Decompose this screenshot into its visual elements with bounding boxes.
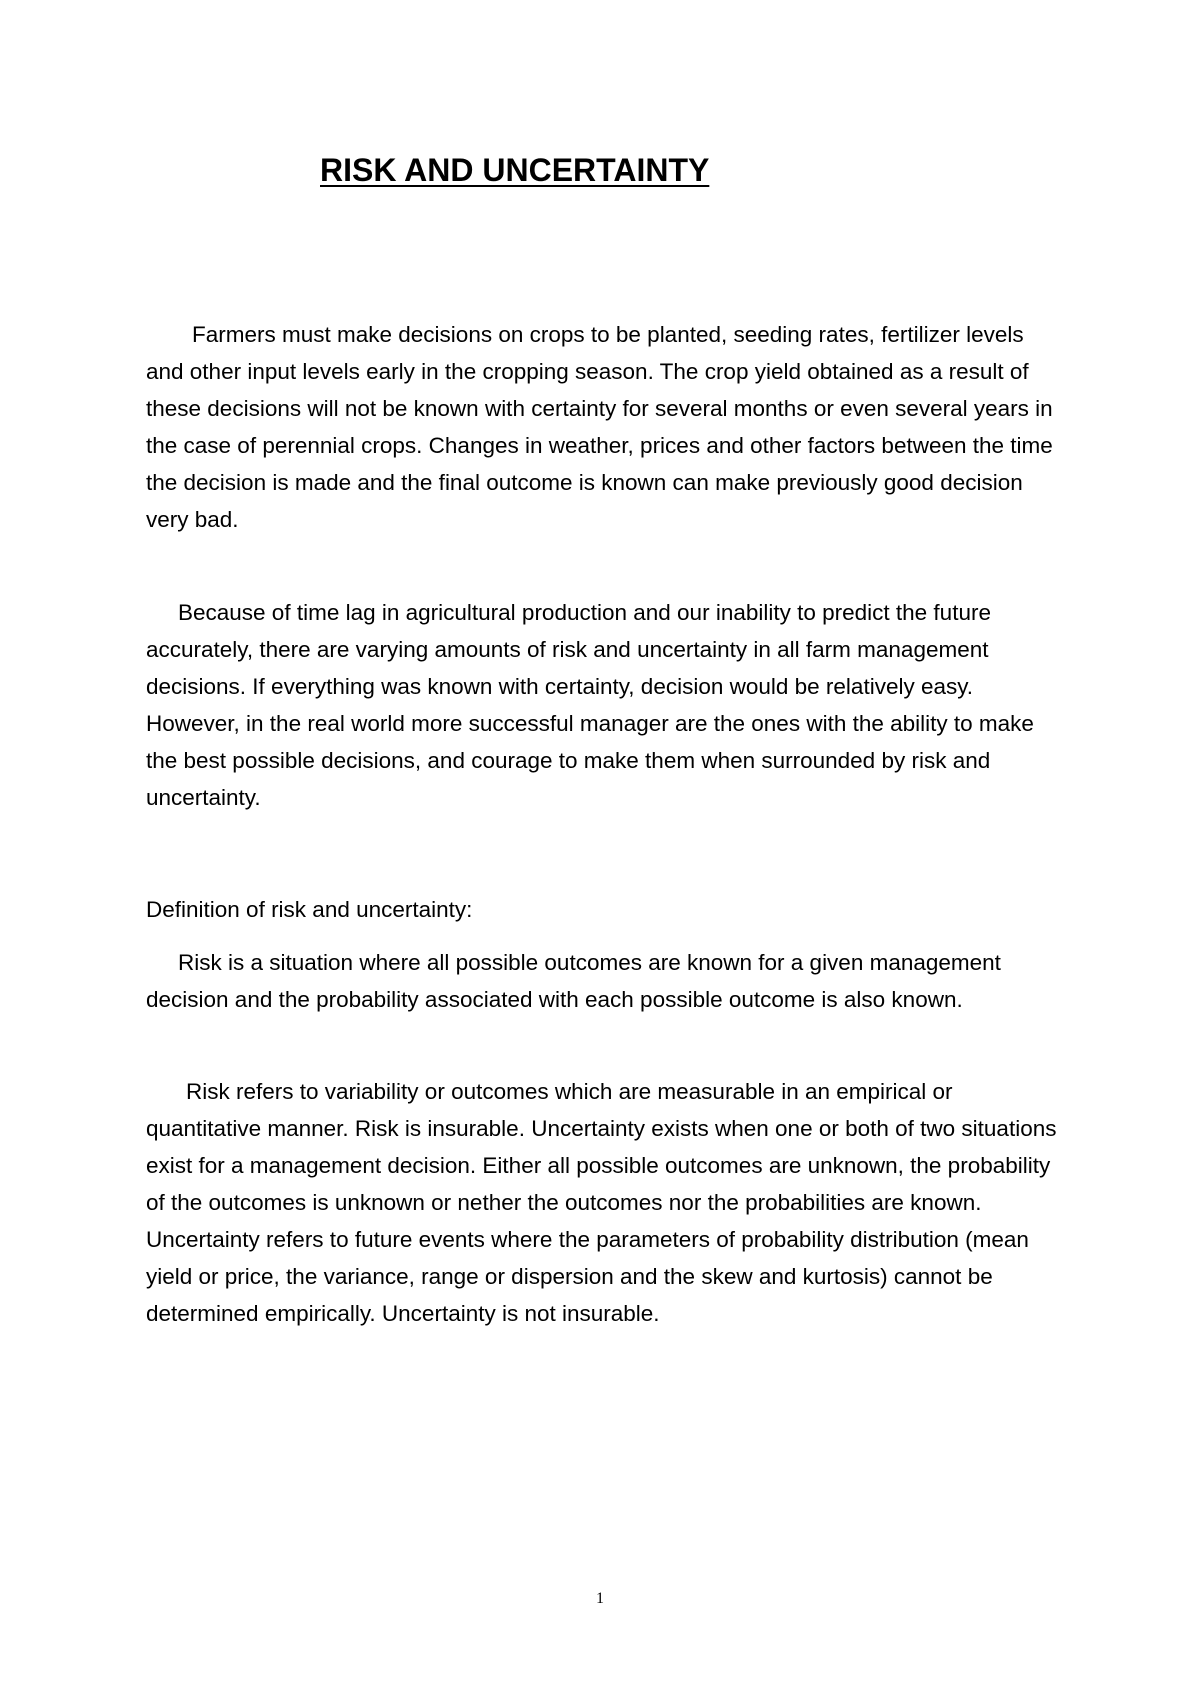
time-lag-paragraph: Because of time lag in agricultural production and our inability to predict the future accurately, there are varying amounts of risk and uncertainty in all farm management decisions. If everything was known with certainty, decision would be relatively easy. However, in the real world more successful manager are the ones with the ability to make the best possible decisions, and courage to make them when surrounded by risk and uncertainty.: [146, 600, 1034, 810]
page-number: 1: [596, 1590, 604, 1607]
page-title: RISK AND UNCERTAINTY: [320, 152, 710, 188]
risk-uncertainty-paragraph: Risk refers to variability or outcomes which are measurable in an empirical or quantitative manner. Risk is insurable. Uncertainty exists when one or both of two situations exist for a management decision. Either all possible outcomes are unknown, the probability of the outcomes is unknown or nether the outcomes nor the probabilities are known. Uncertainty refers to future events where the parameters of probability distribution (mean yield or price, the variance, range or dispersion and the skew and kurtosis) cannot be determined empirically. Uncertainty is not insurable.: [146, 1079, 1057, 1326]
definition-heading: Definition of risk and uncertainty:: [146, 897, 473, 922]
intro-paragraph: Farmers must make decisions on crops to be planted, seeding rates, fertilizer levels and other input levels early in the cropping season. The crop yield obtained as a result of these decisions will not be known with certainty for several months or even several years in the case of perennial crops. Changes in weather, prices and other factors between the time the decision is made and the final outcome is known can make previously good decision very bad.: [146, 322, 1053, 532]
risk-definition-paragraph: Risk is a situation where all possible outcomes are known for a given management decision and the probability associated with each possible outcome is also known.: [146, 950, 1001, 1012]
